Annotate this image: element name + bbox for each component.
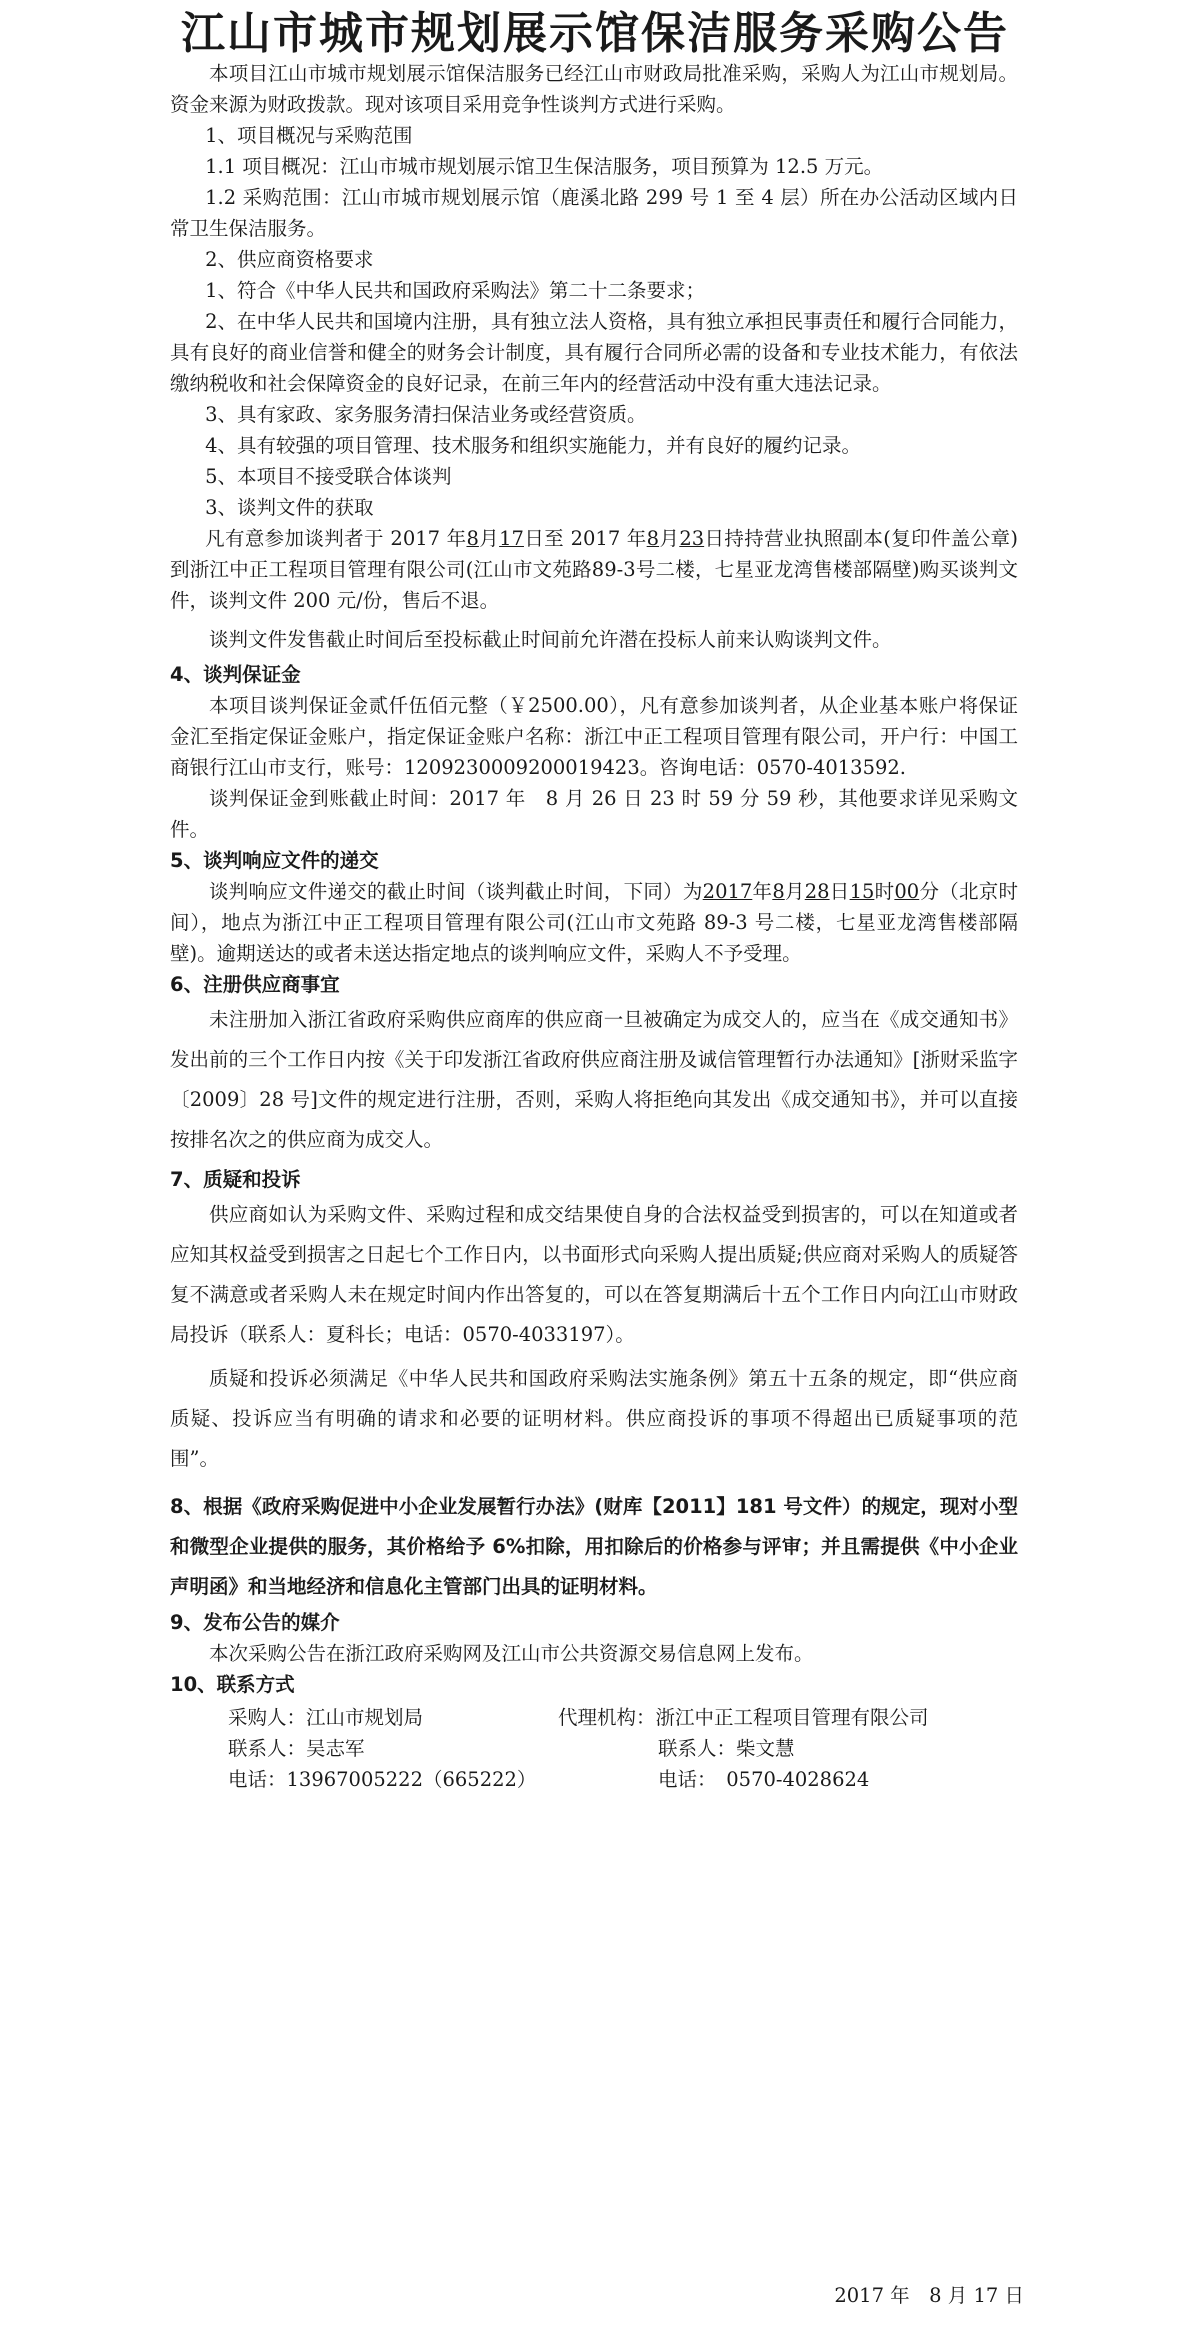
section-2-item-5: 5、本项目不接受联合体谈判 bbox=[205, 465, 452, 488]
s3-text-a: 凡有意参加谈判者于 2017 年 bbox=[205, 527, 467, 550]
s5-text-c: 月 bbox=[784, 880, 805, 903]
s3-text-e: 日持持营业执照副本(复印件盖公章)到浙江中正工程项目管理有限公司(江山市文苑路89-3号二楼，七星亚龙湾售楼部隔壁)购买谈判文件，谈判文件 200 元/份，售后不退。 bbox=[170, 527, 1018, 612]
s5-day: 28 bbox=[804, 880, 830, 903]
agent-phone: 电话： 0570-4028624 bbox=[658, 1768, 870, 1791]
s3-text-d: 月 bbox=[659, 527, 680, 550]
section-2-item-3: 3、具有家政、家务服务清扫保洁业务或经营资质。 bbox=[205, 403, 647, 426]
contact-row-org bbox=[170, 1702, 1018, 1733]
s3-month-end: 8 bbox=[646, 527, 660, 550]
section-4-heading: 4、谈判保证金 bbox=[170, 663, 301, 686]
agent-name: 代理机构：浙江中正工程项目管理有限公司 bbox=[558, 1706, 929, 1729]
s5-text-e: 日 bbox=[829, 880, 850, 903]
section-2-heading: 2、供应商资格要求 bbox=[205, 248, 374, 271]
contact-table bbox=[170, 1702, 1018, 1795]
section-3-presale-note: 谈判文件发售截止时间后至投标截止时间前允许潜在投标人前来认购谈判文件。 bbox=[209, 628, 892, 651]
section-1-overview: 1.1 项目概况：江山市城市规划展示馆卫生保洁服务，项目预算为 12.5 万元。 bbox=[205, 155, 884, 178]
s5-hour: 15 bbox=[849, 880, 875, 903]
intro-paragraph: 本项目江山市城市规划展示馆保洁服务已经江山市财政局批准采购，采购人为江山市规划局。资金来源为财政拨款。现对该项目采用竞争性谈判方式进行采购。 bbox=[170, 62, 1018, 116]
section-7-paragraph-2: 质疑和投诉必须满足《中华人民共和国政府采购法实施条例》第五十五条的规定，即“供应商质疑、投诉应当有明确的请求和必要的证明材料。供应商投诉的事项不得超出已质疑事项的范围”。 bbox=[170, 1367, 1018, 1470]
section-5-heading: 5、谈判响应文件的递交 bbox=[170, 849, 379, 872]
s3-day-start: 17 bbox=[499, 527, 524, 550]
section-3-heading: 3、谈判文件的获取 bbox=[205, 496, 374, 519]
section-4-deposit-paragraph: 本项目谈判保证金贰仟伍佰元整（￥2500.00），凡有意参加谈判者，从企业基本账户将保证金汇至指定保证金账户，指定保证金账户名称：浙江中正工程项目管理有限公司，开户行：中国工商银行江山市支行，账号：1209230009200019423。咨询电话：0570-4013592. bbox=[170, 694, 1018, 779]
section-1-scope: 1.2 采购范围：江山市城市规划展示馆（鹿溪北路 299 号 1 至 4 层）所在办公活动区域内日常卫生保洁服务。 bbox=[170, 186, 1018, 240]
section-2-item-2: 2、在中华人民共和国境内注册，具有独立法人资格，具有独立承担民事责任和履行合同能力，具有良好的商业信誉和健全的财务会计制度，具有履行合同所必需的设备和专业技术能力，有依法缴纳税收和社会保障资金的良好记录，在前三年内的经营活动中没有重大违法记录。 bbox=[170, 310, 1018, 395]
section-7-heading: 7、质疑和投诉 bbox=[170, 1168, 301, 1191]
page-title: 江山市城市规划展示馆保洁服务采购公告 bbox=[181, 8, 1009, 59]
s3-text-b: 月 bbox=[478, 527, 500, 550]
s3-month-start: 8 bbox=[466, 527, 479, 550]
s5-text-b: 年 bbox=[752, 880, 773, 903]
section-7-paragraph-1: 供应商如认为采购文件、采购过程和成交结果使自身的合法权益受到损害的，可以在知道或者应知其权益受到损害之日起七个工作日内，以书面形式向采购人提出质疑;供应商对采购人的质疑答复不满意或者采购人未在规定时间内作出答复的，可以在答复期满后十五个工作日内向江山市财政局投诉（联系人：夏科长；电话：0570-4033197）。 bbox=[170, 1203, 1018, 1346]
section-6-heading: 6、注册供应商事宜 bbox=[170, 973, 340, 996]
s5-text-f: 时 bbox=[874, 880, 895, 903]
section-10-heading: 10、联系方式 bbox=[170, 1673, 295, 1696]
buyer-contact-person: 联系人：吴志军 bbox=[228, 1737, 365, 1760]
buyer-phone: 电话：13967005222（665222） bbox=[228, 1768, 537, 1791]
section-3-purchase-paragraph bbox=[170, 523, 1018, 616]
section-1-heading: 1、项目概况与采购范围 bbox=[205, 124, 413, 147]
contact-row-phone bbox=[170, 1764, 1018, 1795]
announcement-body bbox=[170, 58, 1018, 1795]
section-2-item-4: 4、具有较强的项目管理、技术服务和组织实施能力，并有良好的履约记录。 bbox=[205, 434, 862, 457]
announcement-date: 2017 年 8 月 17 日 bbox=[834, 2284, 1024, 2307]
section-4-deposit-deadline: 谈判保证金到账截止时间：2017 年 8 月 26 日 23 时 59 分 59 秒，其他要求详见采购文件。 bbox=[170, 787, 1018, 841]
s5-text-g: 分（北京时间），地点为浙江中正工程项目管理有限公司(江山市文苑路 89-3 号二楼，七星亚龙湾售楼部隔壁)。逾期送达的或者未送达指定地点的谈判响应文件，采购人不予受理。 bbox=[170, 880, 1018, 965]
s3-day-end: 23 bbox=[679, 527, 705, 550]
s5-text-a: 谈判响应文件递交的截止时间（谈判截止时间，下同）为 bbox=[209, 880, 703, 903]
section-6-paragraph: 未注册加入浙江省政府采购供应商库的供应商一旦被确定为成交人的，应当在《成交通知书》发出前的三个工作日内按《关于印发浙江省政府供应商注册及诚信管理暂行办法通知》[浙财采监字〔2009〕28 号]文件的规定进行注册，否则，采购人将拒绝向其发出《成交通知书》，并可以直接按排名次之的供应商为成交人。 bbox=[170, 1008, 1018, 1151]
section-9-heading: 9、发布公告的媒介 bbox=[170, 1611, 340, 1634]
contact-row-person bbox=[170, 1733, 1018, 1764]
section-9-paragraph: 本次采购公告在浙江政府采购网及江山市公共资源交易信息网上发布。 bbox=[209, 1642, 814, 1665]
s5-month: 8 bbox=[772, 880, 785, 903]
s3-text-c: 日至 2017 年 bbox=[523, 527, 647, 550]
s5-year: 2017 bbox=[702, 880, 753, 903]
section-8-paragraph: 8、根据《政府采购促进中小企业发展暂行办法》(财库【2011】181 号文件）的规定，现对小型和微型企业提供的服务，其价格给予 6%扣除，用扣除后的价格参与评审；并且需提供《中小企业声明函》和当地经济和信息化主管部门出具的证明材料。 bbox=[170, 1495, 1018, 1598]
agent-contact-person: 联系人：柴文慧 bbox=[658, 1737, 795, 1760]
buyer-name: 采购人：江山市规划局 bbox=[228, 1706, 424, 1729]
s5-minute: 00 bbox=[894, 880, 920, 903]
section-2-item-1: 1、符合《中华人民共和国政府采购法》第二十二条要求； bbox=[205, 279, 706, 302]
section-5-submission-paragraph bbox=[170, 876, 1018, 969]
